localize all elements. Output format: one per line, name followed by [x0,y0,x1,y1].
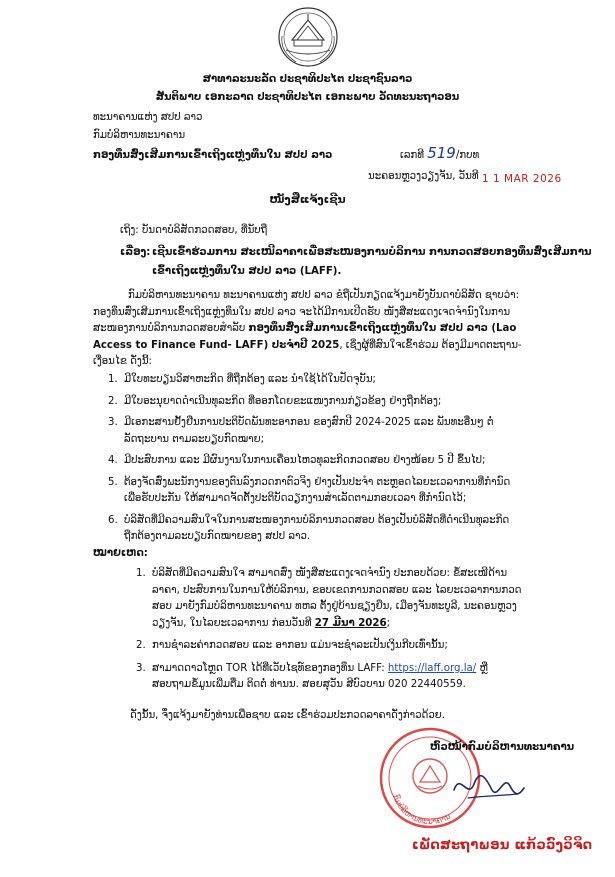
intro-bold: ກອງທຶນສົ່ງເສີມການເຂົ້າເຖິງແຫຼ່ງທຶນໃນ ສປປ ລາວ (Lao Access to Finance Fund- LAFF) ປະຈຳປີ 2025 [93,323,517,351]
signature-icon [448,760,528,810]
intro-part-2: , ເຊິ່ງຜູ້ທີ່ສົນໃຈເຂົ້າຮ່ວມ ຕ້ອງມີມາດຕະຖານ-ເງື່ອນໄຂ ດັ່ງນີ້: [93,339,522,367]
list-item: 5. ຕ້ອງຈັດສົ່ງພະນັກງານຂອງຕົນລົງກວດກາຕົວຈິງ ຢ່າງເປັນປະຈຳ ຕະຫຼອດໄລຍະເວລາການທີ່ກຳນົດ ເພື່ອຮັບປະກັນ ໃຫ້ສາມາດຈັດຕັ້ງປະຕິບັດວຽກງານສຳເລັດຕາມກອບເວລາ ທີ່ກຳນົດໄວ້; [108,476,511,504]
closing-sentence: ດັ່ງນັ້ນ, ຈຶ່ງແຈ້ງມາຍັງທ່ານເພື່ອຊາບ ແລະ ເຂົ້າຮ່ວມປະກວດລາຄາດັ່ງກ່າວດ້ວຍ. [130,710,446,721]
list-item: 2. ການຊຳລະຄ່າກວດສອບ ແລະ ອາກອນ ແມ່ນຈະຊຳລະເປັນເງິນກີບເທົ່ານັ້ນ; [136,640,448,651]
list-item: 6. ບໍລິສັດທີ່ມີຄວາມສົນໃຈໃນການສະໜອງການບໍລິການກວດສອບ ຕ້ອງເປັນບໍລິສັດທີ່ດຳເນີນທຸລະກິດຖືກຕ້ອງຕາມລະບຽບກົດໝາຍຂອງ ສປປ ລາວ. [108,514,510,542]
subject-label: ເລື່ອງ: [120,247,151,258]
reference-label: ເລກທີ [400,150,424,161]
notes-label: ໝາຍເຫດ: [93,548,148,559]
list-item: 4. ມີປະສົບການ ແລະ ມີຜົນງານໃນການເຄື່ອນໄຫວທຸລະກິດກວດສອບ ຢ່າງໜ້ອຍ 5 ປີ ຂຶ້ນໄປ; [108,455,486,466]
date-stamp: 1 1 MAR 2026 [482,173,562,185]
laff-website-link[interactable]: https://laff.org.la/ [387,662,477,674]
list-item: 3. ສາມາດດາວໂຫຼດ TOR ໄດ້ທີ່ເວັບໄຊທ໌ຂອງກອງທຶນ LAFF: https://laff.org.la/ ຫຼື ສອບຖາມຂໍ້ມູນເພີ່ມຕື່ມ ຕິດຕໍ່ ທ່ານນ. ສອຍສຸວັນ ສີບົວບານ 020 22440559. [136,662,488,690]
subject-line-2: ເຂົ້າເຖິງແຫຼ່ງທຶນໃນ ສປປ ລາວ (LAFF). [152,266,342,277]
criteria-list [108,372,526,546]
reference-suffix: /ກບທ [455,150,480,161]
org-line-2: ກົມບໍລິຫານທະນາຄານ [93,130,186,141]
signatory-title: ຫົວໜ້າກົມບໍລິຫານທະນາຄານ [430,742,575,753]
intro-part-1: ກົມບໍລິຫານທະນາຄານ ທະນາຄານແຫ່ງ ສປປ ລາວ ຂໍຖືເປັນກຽດແຈ້ງມາຍັງບັນດາບໍລິສັດ ຊາບວ່າ: ກອງທຶນສົ່ງເສີມການເຂົ້າເຖິງແຫຼ່ງທຶນໃນ ສປປ ລາວ ຈະໄດ້ມີການເປີດຮັບ ໜັງສືສະແດງເຈດຈຳນົງໃນການສະໜອງການບໍລິການກວດສອບສຳລັບ [93,290,520,334]
list-item: 3. ມີເອກະສານຢັ້ງຢືນການປະຕິບັດພັນທະອາກອນ ຂອງສົກປີ 2024-2025 ແລະ ພັນທະອື່ນໆ ຕໍ່ລັດຖະບານ ຕາມລະບຽບກົດໝາຍ; [108,417,494,445]
national-emblem-icon [270,6,346,68]
to-line [120,223,267,238]
reference-number [400,146,479,163]
reference-number-handwritten: 519 [427,144,456,162]
list-item: 2. ມີໃບອະນຸຍາດດຳເນີນທຸລະກິດ ທີ່ອອກໂດຍຂະແໜງການກ່ຽວຂ້ອງ ຢ່າງຖືກຕ້ອງ; [108,395,442,407]
header-line-1: ສາທາລະນະລັດ ປະຊາທິປະໄຕ ປະຊາຊົນລາວ [202,74,413,85]
org-line-1: ທະນາຄານແຫ່ງ ສປປ ລາວ [93,112,203,123]
subject-line-1: ເຊີນເຂົ້າຮ່ວມການ ສະເໜີລາຄາເພື່ອສະໜອງການບໍລິການ ການກວດສອບກອງທຶນສົ່ງເສີມການ [152,247,592,258]
intro-paragraph [93,288,527,371]
svg-text:ກົມບໍລິຫານທະນາຄານ [391,793,452,826]
list-item: 1. ບໍລິສັດທີ່ມີຄວາມສົນໃຈ ສາມາດສົ່ງ ໜັງສືສະແດງເຈດຈຳນົງ ປະກອບດ້ວຍ: ຂໍ້ສະເໜີດ້ານລາຄາ, ປະສົບການໃນການໃຫ້ບໍລິການ, ຂອບເຂດການກວດສອບ ແລະ ໄລຍະເວລາການກວດສອບ ມາຍັງກົມບໍລິຫານທະນາຄານ ທຫລ ຕັ້ງຢູ່ບ້ານຊຽງຍືນ, ເມືອງຈັນທະບູລີ, ນະຄອນຫຼວງວຽງຈັນ, ໃນໄລຍະເວລາການ ກ່ອນວັນທີ 27 ມີນາ 2026; [136,568,522,629]
notes-list [136,566,530,694]
org-line-3: ກອງທຶນສົ່ງເສີມການເຂົ້າເຖິງແຫຼ່ງທຶນໃນ ສປປ ລາວ [93,150,333,161]
seal-text: ກົມບໍລິຫານທະນາຄານ [391,793,453,827]
signatory-name: ເພັດສະຖາພອນ ແກ້ວວົງວິຈິດ [412,838,593,853]
header-line-2: ສັນຕິພາບ ເອກະລາດ ປະຊາທິປະໄຕ ເອກະພາບ ວັດທະນະຖາວອນ [155,92,460,103]
to-text: ບັນດາບໍລິສັດກວດສອບ, ທີ່ນັບຖື [142,225,268,236]
list-item: 1. ມີໃບທະບຽນວິສາຫະກິດ ທີ່ຖືກຕ້ອງ ແລະ ນຳໃຊ້ໄດ້ໃນປັດຈຸບັນ; [108,374,376,385]
document-title: ໜັງສືແຈ້ງເຊີນ [269,193,346,206]
to-label: ເຖິງ: [120,225,139,236]
place-date-label: ນະຄອນຫຼວງວຽງຈັນ, ວັນທີ [368,171,479,182]
